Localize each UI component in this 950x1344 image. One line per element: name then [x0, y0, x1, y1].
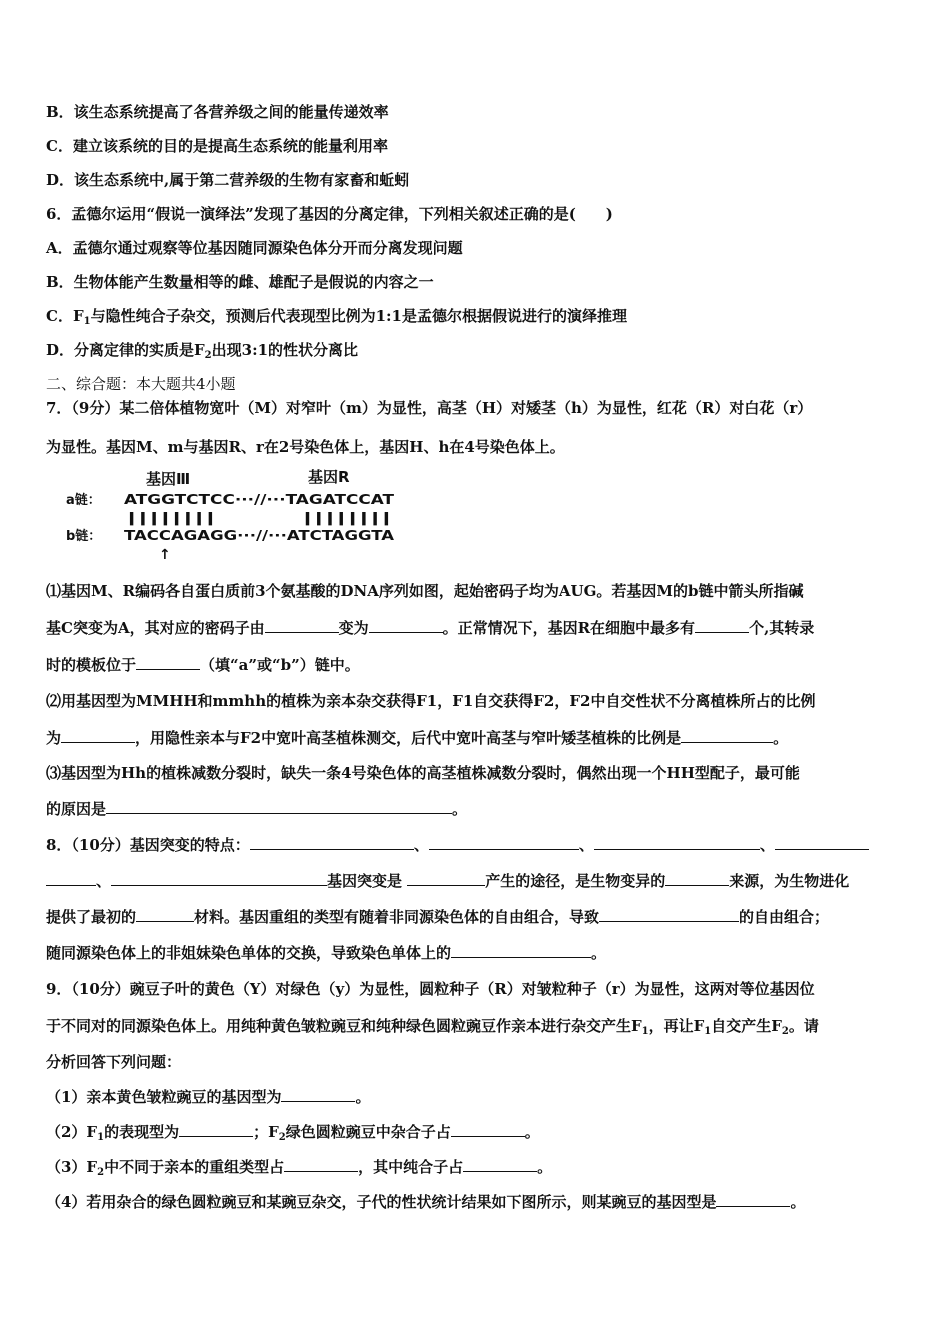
- answer-blank[interactable]: [429, 834, 579, 850]
- q7-part3-line1: ⑶基因型为Hh的植株减数分裂时，缺失一条4号染色体的高茎植株减数分裂时，偶然出现一个HH型配子，最可能: [46, 764, 800, 782]
- answer-blank[interactable]: [284, 1156, 358, 1172]
- answer-blank[interactable]: [665, 870, 729, 886]
- answer-blank[interactable]: [463, 1156, 537, 1172]
- answer-blank[interactable]: [681, 727, 773, 743]
- q6-option-d: D．分离定律的实质是$F_2$出现3:1的性状分离比: [46, 341, 359, 361]
- option-c-prev: C．建立该系统的目的是提高生态系统的能量利用率: [46, 137, 388, 155]
- q9-sub4: （4）若用杂合的绿色圆粒豌豆和某豌豆杂交，子代的性状统计结果如下图所示，则某豌豆的基因型是 。: [46, 1193, 806, 1211]
- q8-line1: 8．（10分）基因突变的特点： 、 、 、: [46, 834, 869, 856]
- answer-blank[interactable]: [281, 1086, 355, 1102]
- b-strand-sequence: TACCAGAGG···//···ATCTAGGTA: [124, 529, 394, 544]
- answer-blank[interactable]: [594, 834, 760, 850]
- b-strand-label: b链：: [66, 529, 102, 544]
- q9-stem-line3: 分析回答下列问题：: [46, 1053, 182, 1071]
- answer-blank[interactable]: [179, 1121, 253, 1137]
- q6-option-c: C．$F_1$与隐性纯合子杂交，预测后代表现型比例为1:1是孟德尔根据假说进行的演绎推理: [46, 307, 627, 327]
- q7-part1-line2: 基C突变为A，其对应的密码子由 变为 。正常情况下，基因R在细胞中最多有 个,其转录: [46, 619, 815, 637]
- q6-option-a: A．孟德尔通过观察等位基因随同源染色体分开而分离发现问题: [46, 239, 463, 257]
- answer-blank[interactable]: [46, 870, 96, 886]
- q7-stem-line1: 7．（9分）某二倍体植物宽叶（M）对窄叶（m）为显性，高茎（H）对矮茎（h）为显性，红花（R）对白花（r）: [46, 399, 813, 417]
- q7-part1-line3: 时的模板位于 （填“a”或“b”）链中。: [46, 656, 360, 674]
- q7-part3-line2: 的原因是 。: [46, 800, 468, 818]
- answer-blank[interactable]: [451, 1121, 525, 1137]
- q6-option-b: B．生物体能产生数量相等的雌、雄配子是假说的内容之一: [46, 273, 434, 291]
- answer-blank[interactable]: [106, 798, 452, 814]
- a-strand-label: a链：: [66, 493, 101, 508]
- a-strand-sequence: ATGGTCTCC···//···TAGATCCAT: [124, 493, 395, 508]
- q7-part2-line2: 为 ，用隐性亲本与F2中宽叶高茎植株测交，后代中宽叶高茎与窄叶矮茎植株的比例是 。: [46, 729, 789, 747]
- q9-sub1: （1）亲本黄色皱粒豌豆的基因型为 。: [46, 1088, 371, 1106]
- answer-blank[interactable]: [136, 654, 200, 670]
- answer-blank[interactable]: [265, 617, 339, 633]
- dna-sequence-figure: [66, 466, 406, 562]
- mutation-arrow-icon: ↑: [159, 547, 171, 562]
- q7-part2-line1: ⑵用基因型为MMHH和mmhh的植株为亲本杂交获得F1，F1自交获得F2，F2中自交性状不分离植株所占的比例: [46, 692, 816, 710]
- answer-blank[interactable]: [250, 834, 414, 850]
- q8-line3: 提供了最初的 材料。基因重组的类型有随着非同源染色体的自由组合，导致 的自由组合；: [46, 908, 830, 926]
- gene-r-label: 基因R: [308, 468, 350, 486]
- answer-blank[interactable]: [369, 617, 443, 633]
- q7-stem-line2: 为显性。基因M、m与基因R、r在2号染色体上，基因H、h在4号染色体上。: [46, 438, 565, 456]
- answer-blank[interactable]: [61, 727, 135, 743]
- option-b-prev: B．该生态系统提高了各营养级之间的能量传递效率: [46, 103, 389, 121]
- gene-m-label: 基因Ⅲ: [146, 470, 191, 488]
- answer-blank[interactable]: [775, 834, 869, 850]
- q9-sub2: $(2)F_1$的表现型为 ；$F_2$绿色圆粒豌豆中杂合子占 。: [46, 1123, 540, 1143]
- q9-stem-line1: 9．（10分）豌豆子叶的黄色（Y）对绿色（y）为显性，圆粒种子（R）对皱粒种子（r）为显性，这两对等位基因位: [46, 980, 815, 998]
- q8-line2: 、 基因突变是 产生的途径，是生物变异的 来源，为生物进化: [46, 870, 849, 892]
- q6-stem: 6．孟德尔运用“假说一演绎法”发现了基因的分离定律，下列相关叙述正确的是( ): [46, 205, 613, 223]
- base-pair-bonds: |||||||| ||||||||: [126, 511, 392, 526]
- q7-part1-line1: ⑴基因M、R编码各自蛋白质前3个氨基酸的DNA序列如图，起始密码子均为AUG。若基因M的b链中箭头所指碱: [46, 582, 804, 600]
- q8-line4: 随同源染色体上的非姐妹染色单体的交换，导致染色单体上的 。: [46, 944, 607, 962]
- answer-blank[interactable]: [695, 617, 749, 633]
- answer-blank[interactable]: [716, 1191, 790, 1207]
- section-heading: 二、综合题：本大题共4小题: [46, 375, 236, 393]
- answer-blank[interactable]: [111, 870, 327, 886]
- q9-sub3: $(3)F_2$中不同于亲本的重组类型占 ，其中纯合子占 。: [46, 1158, 553, 1178]
- answer-blank[interactable]: [451, 942, 591, 958]
- answer-blank[interactable]: [599, 906, 739, 922]
- option-d-prev: D．该生态系统中,属于第二营养级的生物有家畜和蚯蚓: [46, 171, 410, 189]
- answer-blank[interactable]: [136, 906, 194, 922]
- answer-blank[interactable]: [407, 870, 485, 886]
- q9-stem-line2: 于不同对的同源染色体上。用纯种黄色皱粒豌豆和纯种绿色圆粒豌豆作亲本进行杂交产生$F_1$，再让$F_1$自交产生$F_2$。请: [46, 1017, 819, 1037]
